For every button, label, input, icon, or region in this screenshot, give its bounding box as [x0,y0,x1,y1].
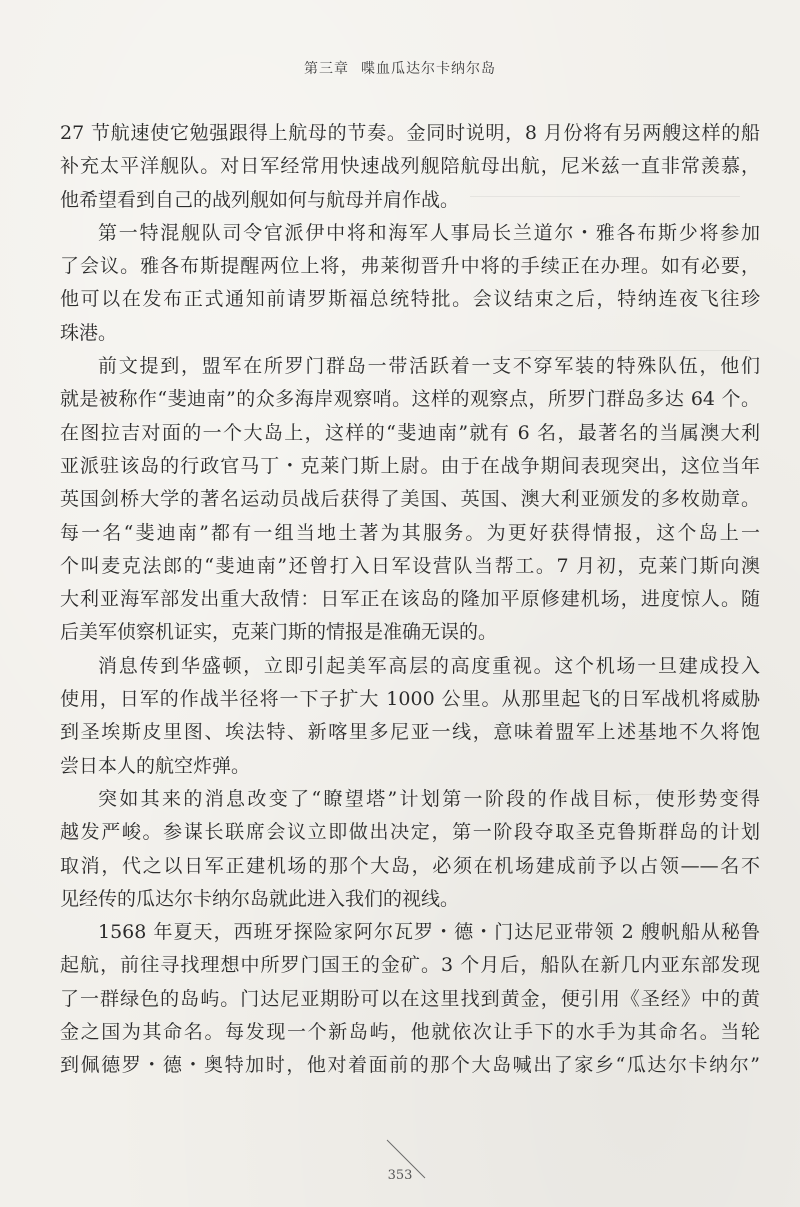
text-line: 补充太平洋舰队。对日军经常用快速战列舰陪航母出航，尼米兹一直非常羡慕， [60,155,760,178]
running-head-chapter: 第三章 [304,61,349,77]
text-line: 到圣埃斯皮里图、埃法特、新喀里多尼亚一线，意味着盟军上述基地不久将饱 [60,721,760,744]
text-line: 第一特混舰队司令官派伊中将和海军人事局长兰道尔・雅各布斯少将参加 [98,221,760,244]
paragraph [60,217,760,350]
running-head-title: 喋血瓜达尔卡纳尔岛 [361,61,496,77]
text-line: 见经传的瓜达尔卡纳尔岛就此进入我们的视线。 [60,887,460,910]
text-line: 在图拉吉对面的一个大岛上，这样的“斐迪南”就有 6 名，最著名的当属澳大利 [60,421,760,444]
running-head [0,58,800,78]
text-line: 27 节航速使它勉强跟得上航母的节奏。金同时说明，8 月份将有另两艘这样的船 [60,122,760,144]
text-line: 珠港。 [60,321,118,344]
paragraph [60,117,760,217]
paragraph [60,350,760,650]
text-line: 起航，前往寻找理想中所罗门国王的金矿。3 个月后，船队在新几内亚东部发现 [60,954,760,977]
text-line: 他希望看到自己的战列舰如何与航母并肩作战。 [60,188,460,211]
text-line: 后美军侦察机证实，克莱门斯的情报是准确无误的。 [60,621,498,644]
page-number: 353 [387,1168,413,1183]
body-text [60,117,760,1083]
text-line: 个叫麦克法郎的“斐迪南”还曾打入日军设营队当帮工。7 月初，克莱门斯向澳 [60,554,760,577]
text-line: 尝日本人的航空炸弹。 [60,754,251,777]
text-line: 到佩德罗・德・奥特加时，他对着面前的那个大岛喊出了家乡“瓜达尔卡纳尔” [60,1054,760,1077]
text-line: 他可以在发布正式通知前请罗斯福总统特批。会议结束之后，特纳连夜飞往珍 [60,288,760,311]
text-line: 就是被称作“斐迪南”的众多海岸观察哨。这样的观察点，所罗门群岛多达 64 个。 [60,388,760,411]
text-line: 取消，代之以日军正建机场的那个大岛，必须在机场建成前予以占领——名不 [60,854,760,877]
text-line: 使用，日军的作战半径将一下子扩大 1000 公里。从那里起飞的日军战机将威胁 [60,688,760,711]
text-line: 消息传到华盛顿，立即引起美军高层的高度重视。这个机场一旦建成投入 [98,654,760,677]
text-line: 1568 年夏天，西班牙探险家阿尔瓦罗・德・门达尼亚带领 2 艘帆船从秘鲁 [98,921,760,944]
text-line: 越发严峻。参谋长联席会议立即做出决定，第一阶段夺取圣克鲁斯群岛的计划 [60,821,760,844]
text-line: 了一群绿色的岛屿。门达尼亚期盼可以在这里找到黄金，便引用《圣经》中的黄 [60,987,760,1010]
paragraph [60,916,760,1082]
text-line: 英国剑桥大学的著名运动员战后获得了美国、英国、澳大利亚颁发的多枚勋章。 [60,488,760,511]
text-line: 突如其来的消息改变了“瞭望塔”计划第一阶段的作战目标，使形势变得 [98,787,760,810]
text-line: 亚派驻该岛的行政官马丁・克莱门斯上尉。由于在战争期间表现突出，这位当年 [60,454,760,477]
text-line: 金之国为其命名。每发现一个新岛屿，他就依次让手下的水手为其命名。当轮 [60,1021,760,1044]
text-line: 每一名“斐迪南”都有一组当地土著为其服务。为更好获得情报，这个岛上一 [60,521,760,544]
text-line: 大利亚海军部发出重大敌情：日军正在该岛的隆加平原修建机场，进度惊人。随 [60,588,760,611]
text-line: 前文提到，盟军在所罗门群岛一带活跃着一支不穿军装的特殊队伍，他们 [98,355,760,378]
paragraph [60,650,760,783]
text-line: 了会议。雅各布斯提醒两位上将，弗莱彻晋升中将的手续正在办理。如有必要， [60,255,760,278]
paragraph [60,783,760,916]
